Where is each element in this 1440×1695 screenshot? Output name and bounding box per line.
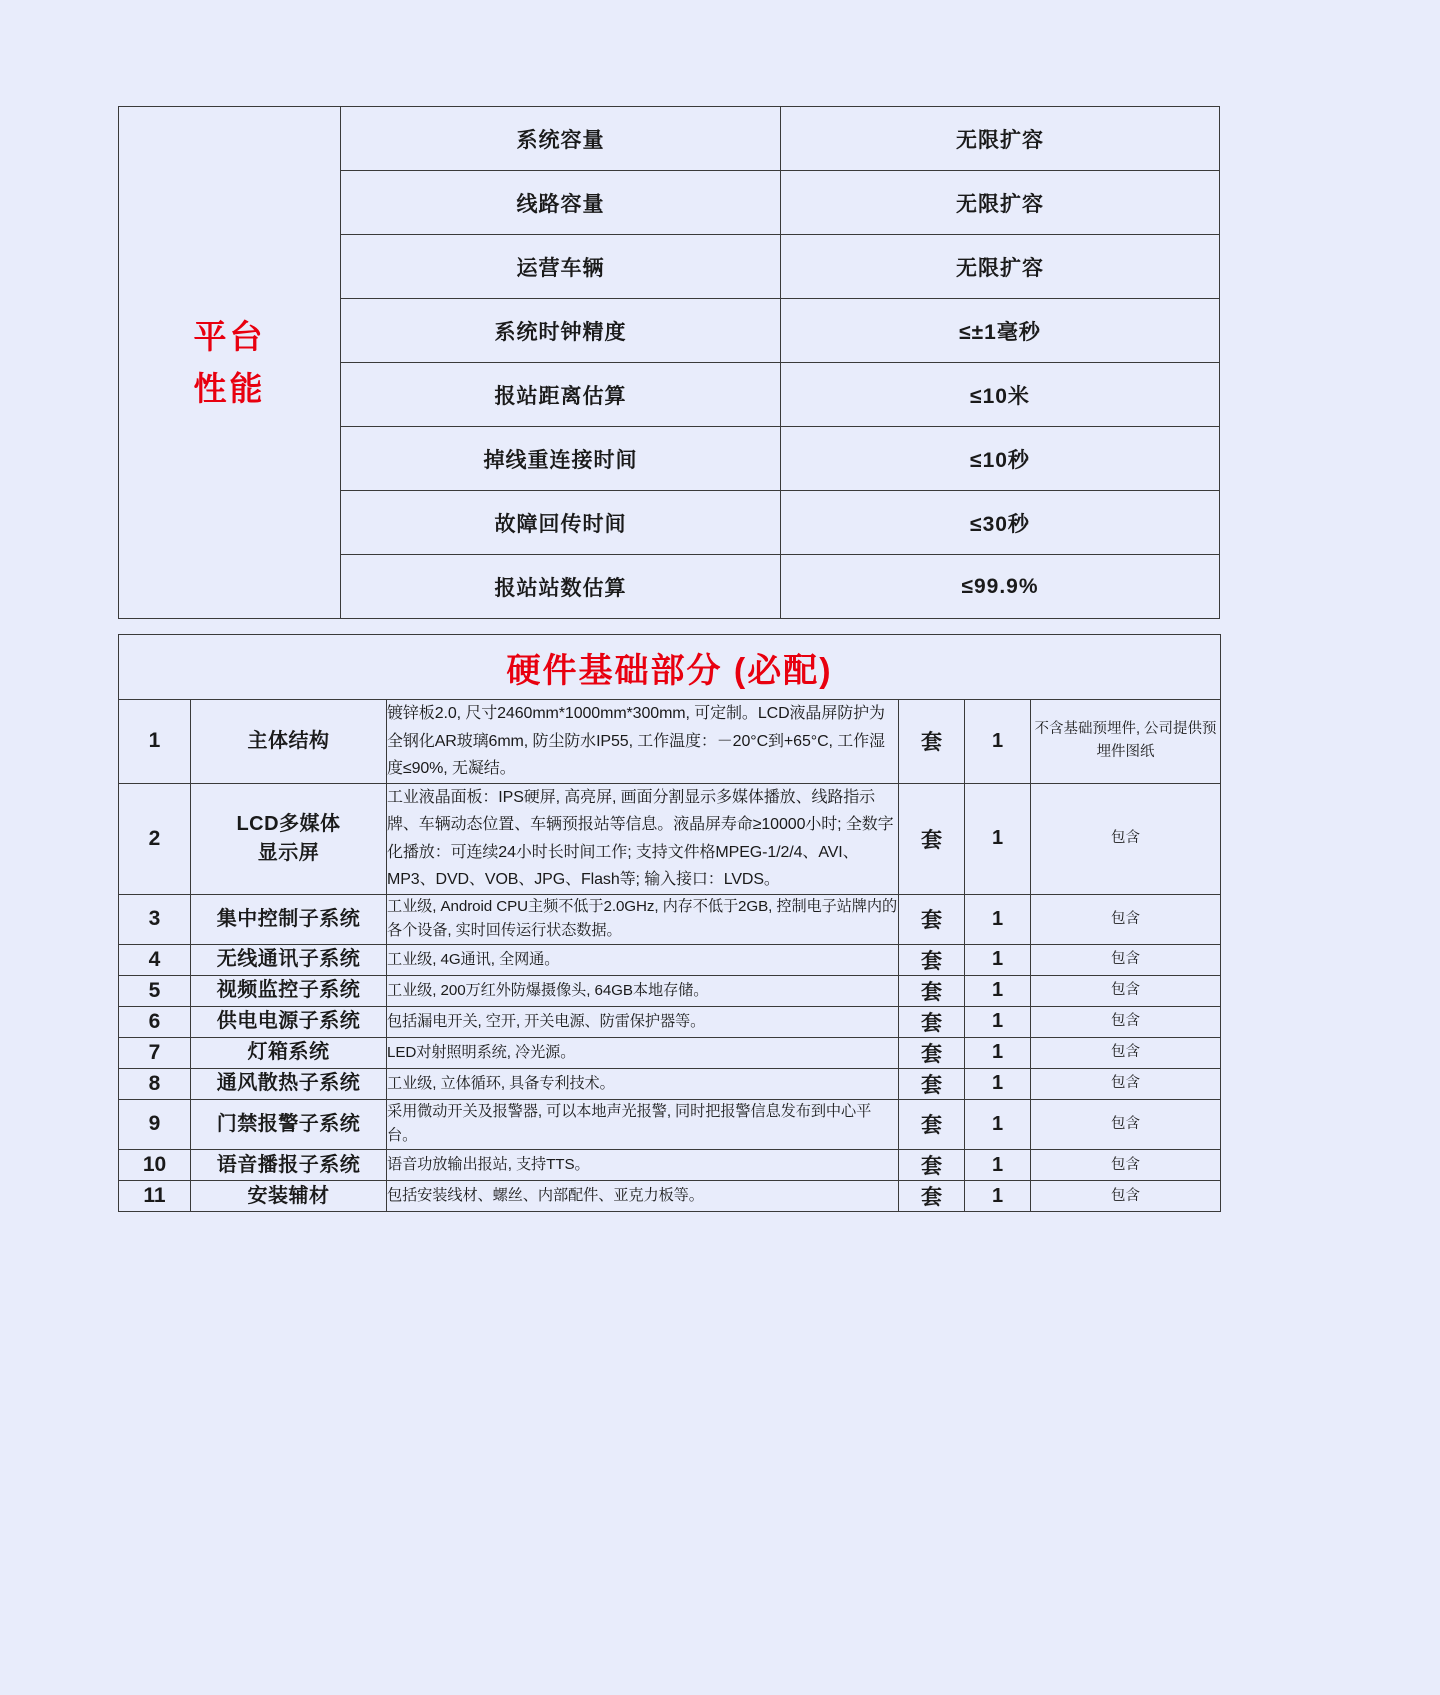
row-note: 包含 — [1031, 1150, 1221, 1181]
row-description: 采用微动开关及报警器, 可以本地声光报警, 同时把报警信息发布到中心平台。 — [387, 1099, 899, 1149]
row-description: 工业级, 4G通讯, 全网通。 — [387, 944, 899, 975]
row-number: 10 — [119, 1150, 191, 1181]
row-description: 工业级, Android CPU主频不低于2.0GHz, 内存不低于2GB, 控制电子站牌内的各个设备, 实时回传运行状态数据。 — [387, 894, 899, 944]
row-unit: 套 — [899, 1037, 965, 1068]
row-note: 包含 — [1031, 1099, 1221, 1149]
platform-key: 故障回传时间 — [341, 491, 781, 555]
platform-performance-table — [118, 106, 1220, 619]
row-unit: 套 — [899, 975, 965, 1006]
row-unit: 套 — [899, 1099, 965, 1149]
platform-label-line-2: 性能 — [193, 369, 266, 407]
table-row — [119, 1181, 1221, 1212]
platform-key: 线路容量 — [341, 171, 781, 235]
hardware-base-table — [118, 634, 1220, 1212]
row-note: 包含 — [1031, 975, 1221, 1006]
table-row — [119, 1006, 1221, 1037]
table-row — [119, 783, 1221, 894]
platform-key: 掉线重连接时间 — [341, 427, 781, 491]
row-quantity: 1 — [965, 975, 1031, 1006]
row-number: 6 — [119, 1006, 191, 1037]
row-unit: 套 — [899, 1181, 965, 1212]
row-item-name: 门禁报警子系统 — [191, 1099, 387, 1149]
table-row — [119, 1068, 1221, 1099]
row-number: 7 — [119, 1037, 191, 1068]
platform-table-grid — [118, 106, 1220, 619]
row-note: 包含 — [1031, 1068, 1221, 1099]
hardware-table-title-row — [119, 635, 1221, 700]
row-number: 8 — [119, 1068, 191, 1099]
table-row — [119, 107, 1220, 171]
platform-key: 系统容量 — [341, 107, 781, 171]
platform-value: ≤±1毫秒 — [781, 299, 1220, 363]
platform-value: 无限扩容 — [781, 171, 1220, 235]
table-row — [119, 944, 1221, 975]
table-row — [119, 1037, 1221, 1068]
platform-key: 系统时钟精度 — [341, 299, 781, 363]
hardware-table-grid — [118, 634, 1221, 1212]
row-quantity: 1 — [965, 1068, 1031, 1099]
row-description: 工业级, 200万红外防爆摄像头, 64GB本地存储。 — [387, 975, 899, 1006]
row-unit: 套 — [899, 894, 965, 944]
row-note: 包含 — [1031, 1037, 1221, 1068]
platform-key: 报站站数估算 — [341, 555, 781, 619]
row-item-name: 集中控制子系统 — [191, 894, 387, 944]
row-description: LED对射照明系统, 冷光源。 — [387, 1037, 899, 1068]
table-row — [119, 1150, 1221, 1181]
row-unit: 套 — [899, 700, 965, 784]
row-note: 包含 — [1031, 894, 1221, 944]
row-quantity: 1 — [965, 783, 1031, 894]
platform-value: ≤99.9% — [781, 555, 1220, 619]
row-item-name: 主体结构 — [191, 700, 387, 784]
row-unit: 套 — [899, 944, 965, 975]
platform-key: 报站距离估算 — [341, 363, 781, 427]
row-unit: 套 — [899, 783, 965, 894]
row-item-name: 灯箱系统 — [191, 1037, 387, 1068]
table-row — [119, 975, 1221, 1006]
table-row — [119, 700, 1221, 784]
hardware-table-title: 硬件基础部分 (必配) — [119, 635, 1221, 700]
row-number: 2 — [119, 783, 191, 894]
row-unit: 套 — [899, 1068, 965, 1099]
platform-table-body — [119, 107, 1220, 619]
row-number: 1 — [119, 700, 191, 784]
hardware-table-body — [119, 635, 1221, 1212]
row-item-name: 通风散热子系统 — [191, 1068, 387, 1099]
row-number: 11 — [119, 1181, 191, 1212]
row-note: 包含 — [1031, 783, 1221, 894]
row-unit: 套 — [899, 1006, 965, 1037]
platform-label-line-1: 平台 — [193, 318, 266, 356]
row-number: 4 — [119, 944, 191, 975]
row-item-name: 语音播报子系统 — [191, 1150, 387, 1181]
row-description: 包括安装线材、螺丝、内部配件、亚克力板等。 — [387, 1181, 899, 1212]
row-note: 包含 — [1031, 1181, 1221, 1212]
row-quantity: 1 — [965, 894, 1031, 944]
platform-value: 无限扩容 — [781, 107, 1220, 171]
row-quantity: 1 — [965, 1037, 1031, 1068]
row-number: 5 — [119, 975, 191, 1006]
row-unit: 套 — [899, 1150, 965, 1181]
table-row — [119, 894, 1221, 944]
row-quantity: 1 — [965, 1181, 1031, 1212]
platform-key: 运营车辆 — [341, 235, 781, 299]
row-quantity: 1 — [965, 1006, 1031, 1037]
row-description: 包括漏电开关, 空开, 开关电源、防雷保护器等。 — [387, 1006, 899, 1037]
row-item-name — [191, 783, 387, 894]
row-quantity: 1 — [965, 700, 1031, 784]
row-item-name: 视频监控子系统 — [191, 975, 387, 1006]
row-description: 工业液晶面板：IPS硬屏, 高亮屏, 画面分割显示多媒体播放、线路指示牌、车辆动态位置、车辆预报站等信息。液晶屏寿命≥10000小时; 全数字化播放：可连续24小时长时间工作; 支持文件格MPEG-1/2/4、AVI、MP3、DVD、VOB、JPG、Flash等; 输入接口：LVDS。 — [387, 783, 899, 894]
row-item-name: 安装辅材 — [191, 1181, 387, 1212]
row-quantity: 1 — [965, 1150, 1031, 1181]
row-quantity: 1 — [965, 1099, 1031, 1149]
row-item-name-line-2: 显示屏 — [257, 841, 320, 864]
row-item-name: 供电电源子系统 — [191, 1006, 387, 1037]
platform-value: 无限扩容 — [781, 235, 1220, 299]
platform-value: ≤10米 — [781, 363, 1220, 427]
row-note: 包含 — [1031, 944, 1221, 975]
row-note: 不含基础预埋件, 公司提供预埋件图纸 — [1031, 700, 1221, 784]
row-number: 9 — [119, 1099, 191, 1149]
row-description: 镀锌板2.0, 尺寸2460mm*1000mm*300mm, 可定制。LCD液晶屏防护为全钢化AR玻璃6mm, 防尘防水IP55, 工作温度：－20°C到+65°C, 工作湿度≤90%, 无凝结。 — [387, 700, 899, 784]
table-row — [119, 1099, 1221, 1149]
row-note: 包含 — [1031, 1006, 1221, 1037]
platform-value: ≤30秒 — [781, 491, 1220, 555]
row-description: 语音功放输出报站, 支持TTS。 — [387, 1150, 899, 1181]
platform-value: ≤10秒 — [781, 427, 1220, 491]
row-number: 3 — [119, 894, 191, 944]
row-description: 工业级, 立体循环, 具备专利技术。 — [387, 1068, 899, 1099]
platform-row-label — [119, 107, 341, 619]
row-quantity: 1 — [965, 944, 1031, 975]
row-item-name: 无线通讯子系统 — [191, 944, 387, 975]
row-item-name-line-1: LCD多媒体 — [236, 812, 341, 835]
